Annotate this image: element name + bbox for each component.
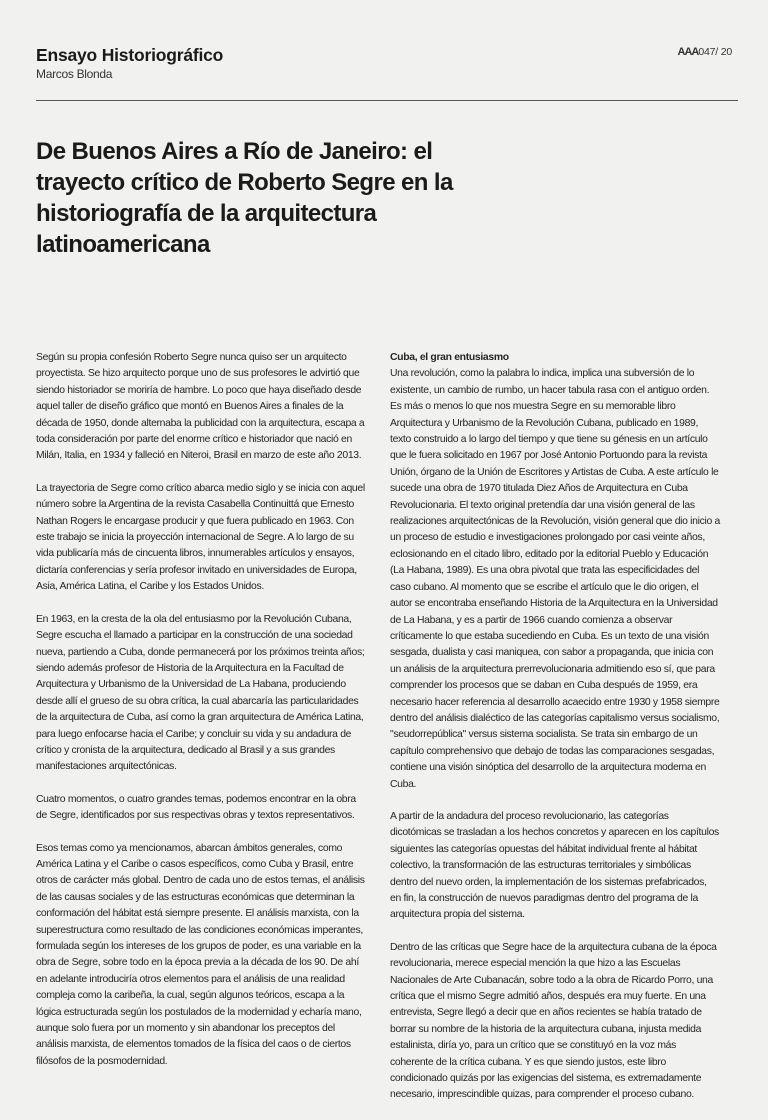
paragraph: Una revolución, como la palabra lo indica, implica una subversión de lo existente, un cambio de rumbo, un hacer tabula rasa con el antiguo orden. Es más o menos lo que nos muestra Segre en su memorable libro Arquitectura y Urbanismo de la Revolución Cubana, publicado en 1989, texto construido a lo largo del tiempo y que tiene su génesis en un artículo que le fuera solicitado en 1967 por José Antonio Portuondo para la revista Unión, órgano de la Unión de Escritores y Artistas de Cuba. A este artículo le sucede una obra de 1970 titulada Diez Años de Arquitectura en Cuba Revolucionaria. El texto original pretendía dar una visión general de las realizaciones arquitectónicas de la Revolución, visión general que dio inicio a un proceso de estudio e investigaciones prolongado por casi veinte años, eclosionando en el citado libro, editado por la editorial Pueblo y Educación (La Habana, 1989). Es una obra pivotal que trata las especificidades del caso cubano. Al momento que se escribe el artículo que le dio origen, el autor se encontraba enseñando Historia de la Arquitectura en la Universidad de La Habana, y es a partir de 1966 cuando comienza a observar críticamente lo que estaba sucediendo en Cuba. Es un texto de una visión sesgada, dualista y casi maniquea, con sabor a propaganda, que inicia con un análisis de la arquitectura prerrevolucionaria admitiendo eso sí, que para comprender los procesos que se daban en Cuba después de 1959, era necesario hacer referencia al desarrollo acaecido entre 1930 y 1958 siempre dentro del análisis dialéctico de las categorías capitalismo versus socialismo, "seudorrepública" versus sistema socialista. Se trata sin embargo de un capítulo comprehensivo que debajo de todas las comparaciones sesgadas, contiene una visión sinóptica del desarrollo de la arquitectura moderna en Cuba.: [390, 368, 720, 790]
header-divider: [36, 100, 738, 101]
author-name: Marcos Blonda: [36, 67, 113, 81]
paragraph: Cuatro momentos, o cuatro grandes temas, podemos encontrar en la obra de Segre, identificados por sus respectivas obras y textos representativos.: [36, 793, 356, 822]
paragraph: Según su propia confesión Roberto Segre nunca quiso ser un arquitecto proyectista. Se hizo arquitecto porque uno de sus profesores le advirtió que siendo historiador se moriría de hambre. Lo poco que haya diseñado desde aquel taller de diseño gráfico que montó en Buenos Aires a finales de la década de 1950, donde alternaba la publicidad con la arquitectura, escapa a toda consideración por parte del enorme crítico e historiador que nació en Milán, Italia, en 1934 y falleció en Niteroi, Brasil en marzo de este año 2013.: [36, 352, 365, 462]
paragraph: Esos temas como ya mencionamos, abarcan ámbitos generales, como América Latina y el Caribe o casos específicos, como Cuba y Brasil, entre otros de carácter más global. Dentro de cada uno de estos temas, el análisis de las causas sociales y de las estructuras económicas que determinan la conformación del hábitat está siempre presente. El análisis marxista, con la superestructura como resultado de las condiciones económicas imperantes, formulada según los intereses de los grupos de poder, es una variable en la obra de Segre, sobre todo en la época previa a la década de los 90. De ahí en adelante introduciría otros elementos para el análisis de una realidad compleja como la caribeña, la cual, según algunos teóricos, escapa a la lógica estructurada según los postulados de la modernidad y echaría mano, aunque solo fuera por un momento y sin abandonar los preceptos del análisis marxista, de elementos tomados de la física del caos o de ciertos filósofos de la posmodernidad.: [36, 842, 365, 1067]
subheading: Cuba, el gran entusiasmo: [390, 352, 509, 363]
issue-number: [678, 46, 732, 58]
left-column: [36, 350, 366, 1086]
paragraph: La trayectoria de Segre como crítico abarca medio siglo y se inicia con aquel número sobre la Argentina de la revista Casabella Continuittá que Ernesto Nathan Rogers le encargase producir y que fuera publicado en 1963. Con este trabajo se inicia la proyección internacional de Segre. A lo largo de su vida publicaría más de cincuenta libros, innumerables artículos y ensayos, dictaría conferencias y sería profesor invitado en universidades de Europa, Asia, América Latina, el Caribe y los Estados Unidos.: [36, 482, 365, 593]
section-title: Ensayo Historiográfico: [36, 45, 224, 65]
journal-logo: AAA: [677, 46, 699, 58]
paragraph: Dentro de las críticas que Segre hace de la arquitectura cubana de la época revolucionaria, merece especial mención la que hizo a las Escuelas Nacionales de Arte Cubanacán, sobre todo a la obra de Ricardo Porro, una crítica que el mismo Segre admitió años, después era muy fuerte. En una entrevista, Segre llegó a decir que en años recientes se había tratado de borrar su nombre de la historia de la arquitectura cubana, injusta medida estalinista, diría yo, para un crítico que se constituyó en la voz más coherente de la crítica cubana. Y es que siendo justos, este libro condicionado quizás por las exigencias del sistema, es extremadamente necesario, imprescindible quizas, para comprender el proceso cubano.: [390, 941, 717, 1101]
right-column: [390, 350, 720, 1120]
paragraph: A partir de la andadura del proceso revolucionario, las categorías dicotómicas se trasladan a los hechos concretos y aparecen en los capítulos siguientes las categorías opuestas del hábitat individual frente al hábitat colectivo, la transformación de las estructuras territoriales y simbólicas dentro del nuevo orden, la implementación de los sistemas prefabricados, en fin, la construcción de nuevos paradigmas dentro del programa de la arquitectura propia del sistema.: [390, 810, 719, 921]
page-header: [36, 44, 732, 88]
issue-page: 047/ 20: [698, 46, 732, 58]
paragraph: En 1963, en la cresta de la ola del entusiasmo por la Revolución Cubana, Segre escucha el llamado a participar en la construcción de una sociedad nueva, partiendo a Cuba, donde permanecerá por los próximos treinta años; siendo además profesor de Historia de la Arquitectura en la Facultad de Arquitectura y Urbanismo de la Universidad de La Habana, produciendo desde allí el grueso de su obra crítica, la cual abarcaría las particularidades de la arquitectura de Cuba, así como la gran arquitectura de América Latina, para luego enfocarse hacia el Caribe; y concluir su vida y su andadura de crítico y cronista de la arquitectura, dedicado al Brasil y a sus grandes manifestaciones arquitectónicas.: [36, 613, 365, 773]
article-title: De Buenos Aires a Río de Janeiro: el trayecto crítico de Roberto Segre en la historiografía de la arquitectura latinoamericana: [36, 138, 453, 258]
